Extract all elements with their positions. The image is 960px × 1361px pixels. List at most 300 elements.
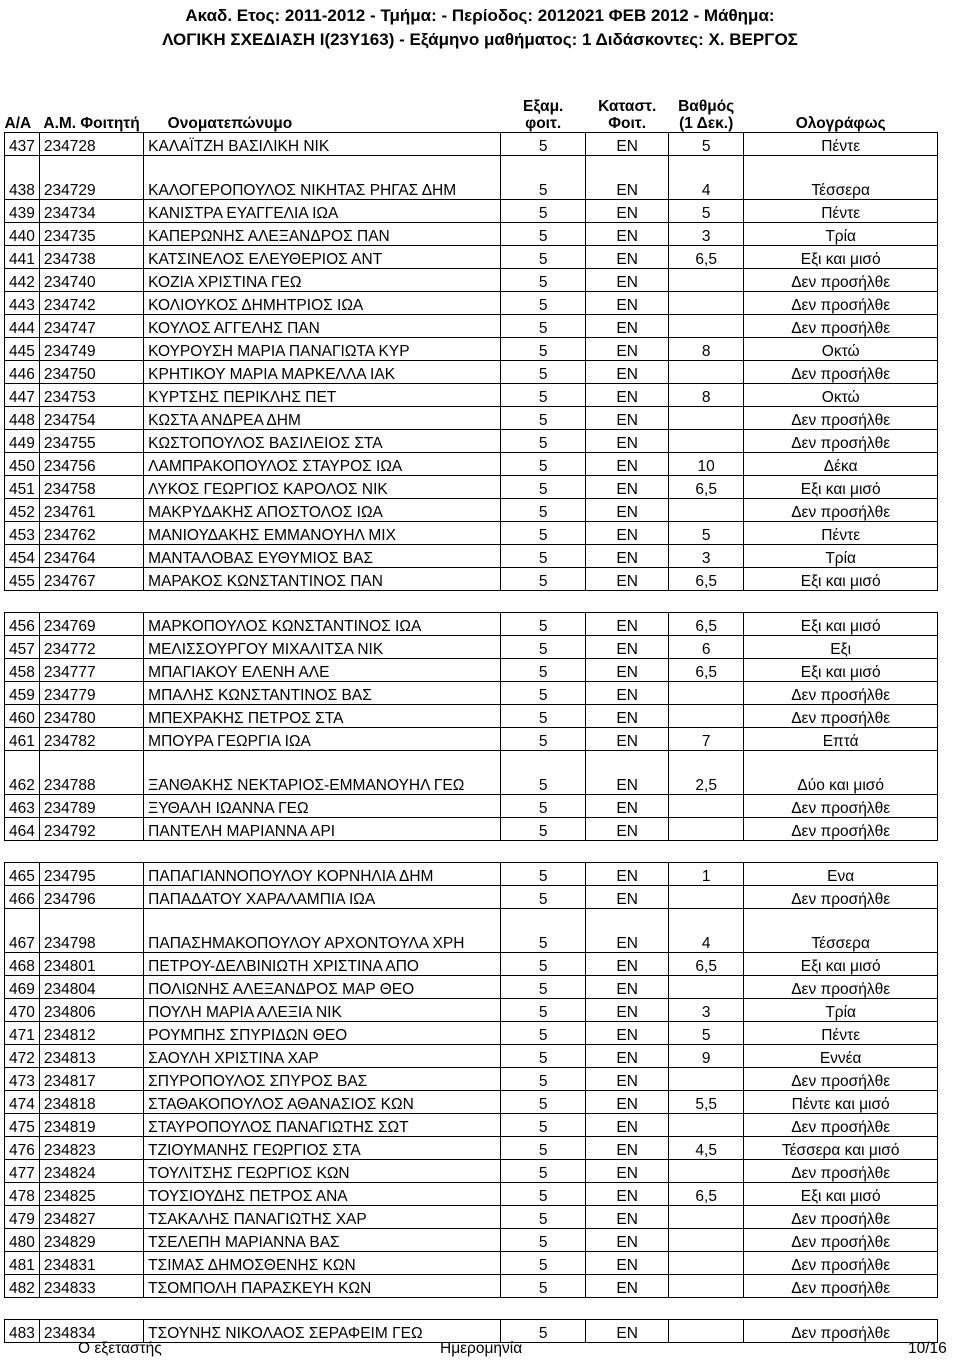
cell-grade: 6,5 [669,476,744,499]
cell-status: ΕΝ [586,499,669,522]
cell-aa: 447 [5,384,40,407]
cell-am: 234734 [39,200,143,223]
cell-grade [669,407,744,430]
cell-status: ΕΝ [586,1114,669,1137]
cell-name: ΜΠΟΥΡΑ ΓΕΩΡΓΙΑ ΙΩΑ [144,728,501,751]
cell-grade: 10 [669,453,744,476]
cell-name: ΞΥΘΑΛΗ ΙΩΑΝΝΑ ΓΕΩ [144,795,501,818]
cell-status: ΕΝ [586,728,669,751]
cell-name: ΣΑΟΥΛΗ ΧΡΙΣΤΙΝΑ ΧΑΡ [144,1045,501,1068]
cell-words: Δεν προσήλθε [744,499,938,522]
table-row [5,1275,938,1298]
cell-words: Δεν προσήλθε [744,682,938,705]
cell-grade [669,818,744,841]
cell-semester: 5 [501,200,586,223]
col-header-grade-line-1: Βαθμός [678,98,735,115]
cell-semester: 5 [501,133,586,156]
row-spacer [5,841,938,863]
cell-name: ΤΟΥΣΙΟΥΔΗΣ ΠΕΤΡΟΣ ΑΝΑ [144,1183,501,1206]
cell-words: Εξι και μισό [744,953,938,976]
cell-am: 234795 [39,863,143,886]
cell-grade: 6,5 [669,659,744,682]
cell-grade: 5 [669,1022,744,1045]
cell-semester: 5 [501,430,586,453]
table-row [5,795,938,818]
col-header-words: Ολογράφως [795,115,886,132]
table-row [5,361,938,384]
col-header-am: Α.Μ. Φοιτητή [43,115,140,132]
cell-am: 234819 [39,1114,143,1137]
cell-name: ΚΑΤΣΙΝΕΛΟΣ ΕΛΕΥΘΕΡΙΟΣ ΑΝΤ [144,246,501,269]
cell-name: ΜΑΚΡΥΔΑΚΗΣ ΑΠΟΣΤΟΛΟΣ ΙΩΑ [144,499,501,522]
table-row [5,1160,938,1183]
col-header-status [586,92,669,133]
cell-grade [669,682,744,705]
cell-name: ΠΟΛΙΩΝΗΣ ΑΛΕΞΑΝΔΡΟΣ ΜΑΡ ΘΕΟ [144,976,501,999]
cell-semester: 5 [501,223,586,246]
cell-semester: 5 [501,863,586,886]
cell-words: Οκτώ [744,384,938,407]
cell-aa: 478 [5,1183,40,1206]
cell-semester: 5 [501,453,586,476]
cell-am: 234750 [39,361,143,384]
table-row [5,156,938,200]
row-spacer-cell [5,1298,938,1320]
cell-name: ΚΡΗΤΙΚΟΥ ΜΑΡΙΑ ΜΑΡΚΕΛΛΑ ΙΑΚ [144,361,501,384]
table-row [5,499,938,522]
cell-aa: 442 [5,269,40,292]
table-row [5,613,938,636]
cell-semester: 5 [501,613,586,636]
cell-am: 234812 [39,1022,143,1045]
cell-name: ΛΑΜΠΡΑΚΟΠΟΥΛΟΣ ΣΤΑΥΡΟΣ ΙΩΑ [144,453,501,476]
cell-semester: 5 [501,315,586,338]
cell-status: ΕΝ [586,909,669,953]
cell-grade: 3 [669,545,744,568]
cell-words: Τρία [744,545,938,568]
col-header-semester-line-2: φοιτ. [525,115,562,132]
cell-am: 234772 [39,636,143,659]
document-title [8,4,952,52]
cell-status: ΕΝ [586,1183,669,1206]
cell-words: Επτά [744,728,938,751]
cell-words: Δέκα [744,453,938,476]
table-row [5,1229,938,1252]
cell-words: Δεν προσήλθε [744,818,938,841]
cell-am: 234764 [39,545,143,568]
cell-semester: 5 [501,1206,586,1229]
cell-words: Εξι και μισό [744,1183,938,1206]
table-row [5,292,938,315]
cell-grade: 5 [669,133,744,156]
table-row [5,818,938,841]
cell-aa: 448 [5,407,40,430]
cell-aa: 439 [5,200,40,223]
cell-aa: 453 [5,522,40,545]
cell-grade: 3 [669,999,744,1022]
table-row [5,953,938,976]
cell-aa: 458 [5,659,40,682]
cell-aa: 466 [5,886,40,909]
cell-grade: 6,5 [669,246,744,269]
cell-status: ΕΝ [586,156,669,200]
cell-grade: 7 [669,728,744,751]
table-row [5,200,938,223]
cell-words: Δεν προσήλθε [744,976,938,999]
cell-semester: 5 [501,1320,586,1343]
cell-words: Εννέα [744,1045,938,1068]
cell-grade: 5 [669,200,744,223]
cell-semester: 5 [501,636,586,659]
row-spacer-cell [5,841,938,863]
cell-words: Δύο και μισό [744,751,938,795]
cell-semester: 5 [501,1045,586,1068]
cell-semester: 5 [501,568,586,591]
col-header-grade [669,92,744,133]
cell-semester: 5 [501,728,586,751]
cell-name: ΤΖΙΟΥΜΑΝΗΣ ΓΕΩΡΓΙΟΣ ΣΤΑ [144,1137,501,1160]
cell-semester: 5 [501,705,586,728]
cell-status: ΕΝ [586,1206,669,1229]
cell-status: ΕΝ [586,315,669,338]
cell-aa: 479 [5,1206,40,1229]
page-footer [0,1338,960,1360]
cell-status: ΕΝ [586,705,669,728]
cell-words: Δεν προσήλθε [744,795,938,818]
cell-semester: 5 [501,682,586,705]
cell-semester: 5 [501,1137,586,1160]
cell-name: ΚΟΥΡΟΥΣΗ ΜΑΡΙΑ ΠΑΝΑΓΙΩΤΑ ΚΥΡ [144,338,501,361]
cell-status: ΕΝ [586,751,669,795]
cell-am: 234749 [39,338,143,361]
cell-semester: 5 [501,522,586,545]
cell-am: 234824 [39,1160,143,1183]
cell-name: ΚΩΣΤΑ ΑΝΔΡΕΑ ΔΗΜ [144,407,501,430]
cell-aa: 473 [5,1068,40,1091]
cell-status: ΕΝ [586,999,669,1022]
cell-words: Εξι και μισό [744,246,938,269]
cell-status: ΕΝ [586,269,669,292]
table-row [5,1183,938,1206]
cell-status: ΕΝ [586,1045,669,1068]
cell-grade: 4 [669,909,744,953]
table-row [5,1068,938,1091]
cell-am: 234833 [39,1275,143,1298]
cell-semester: 5 [501,384,586,407]
cell-status: ΕΝ [586,1068,669,1091]
cell-am: 234780 [39,705,143,728]
cell-status: ΕΝ [586,338,669,361]
cell-status: ΕΝ [586,659,669,682]
cell-status: ΕΝ [586,568,669,591]
cell-am: 234729 [39,156,143,200]
cell-semester: 5 [501,976,586,999]
cell-am: 234829 [39,1229,143,1252]
cell-am: 234758 [39,476,143,499]
table-row [5,545,938,568]
cell-am: 234825 [39,1183,143,1206]
cell-am: 234806 [39,999,143,1022]
cell-name: ΠΑΠΑΣΗΜΑΚΟΠΟΥΛΟΥ ΑΡΧΟΝΤΟΥΛΑ ΧΡΗ [144,909,501,953]
cell-name: ΚΩΣΤΟΠΟΥΛΟΣ ΒΑΣΙΛΕΙΟΣ ΣΤΑ [144,430,501,453]
cell-grade: 4,5 [669,1137,744,1160]
cell-aa: 481 [5,1252,40,1275]
cell-semester: 5 [501,1160,586,1183]
table-row [5,522,938,545]
cell-am: 234792 [39,818,143,841]
table-row [5,338,938,361]
cell-words: Δεν προσήλθε [744,886,938,909]
cell-aa: 476 [5,1137,40,1160]
cell-words: Δεν προσήλθε [744,269,938,292]
cell-status: ΕΝ [586,953,669,976]
cell-semester: 5 [501,246,586,269]
cell-name: ΜΠΑΓΙΑΚΟΥ ΕΛΕΝΗ ΑΛΕ [144,659,501,682]
cell-name: ΜΑΝΙΟΥΔΑΚΗΣ ΕΜΜΑΝΟΥΗΛ ΜΙΧ [144,522,501,545]
table-row [5,476,938,499]
cell-grade: 9 [669,1045,744,1068]
table-row [5,1114,938,1137]
cell-aa: 451 [5,476,40,499]
table-row [5,223,938,246]
cell-aa: 477 [5,1160,40,1183]
cell-grade: 6,5 [669,613,744,636]
date-label: Ημερομηνία [440,1340,523,1357]
cell-grade [669,430,744,453]
col-header-status-line-1: Καταστ. [598,98,657,115]
cell-status: ΕΝ [586,384,669,407]
cell-aa: 465 [5,863,40,886]
table-row [5,407,938,430]
cell-am: 234777 [39,659,143,682]
cell-name: ΜΠΑΛΗΣ ΚΩΝΣΤΑΝΤΙΝΟΣ ΒΑΣ [144,682,501,705]
cell-name: ΡΟΥΜΠΗΣ ΣΠΥΡΙΔΩΝ ΘΕΟ [144,1022,501,1045]
cell-status: ΕΝ [586,133,669,156]
cell-semester: 5 [501,818,586,841]
table-row [5,1206,938,1229]
cell-name: ΚΑΠΕΡΩΝΗΣ ΑΛΕΞΑΝΔΡΟΣ ΠΑΝ [144,223,501,246]
cell-grade [669,1229,744,1252]
cell-grade: 3 [669,223,744,246]
cell-grade: 8 [669,384,744,407]
cell-aa: 459 [5,682,40,705]
table-header-row [5,92,938,133]
cell-am: 234788 [39,751,143,795]
cell-semester: 5 [501,156,586,200]
cell-words: Εξι [744,636,938,659]
cell-words: Οκτώ [744,338,938,361]
cell-aa: 467 [5,909,40,953]
cell-words: Ενα [744,863,938,886]
row-spacer [5,1298,938,1320]
cell-status: ΕΝ [586,613,669,636]
cell-name: ΜΑΝΤΑΛΟΒΑΣ ΕΥΘΥΜΙΟΣ ΒΑΣ [144,545,501,568]
cell-words: Εξι και μισό [744,476,938,499]
cell-aa: 483 [5,1320,40,1343]
cell-aa: 469 [5,976,40,999]
cell-name: ΠΑΠΑΓΙΑΝΝΟΠΟΥΛΟΥ ΚΟΡΝΗΛΙΑ ΔΗΜ [144,863,501,886]
cell-grade: 6,5 [669,568,744,591]
cell-am: 234754 [39,407,143,430]
cell-status: ΕΝ [586,818,669,841]
table-row [5,1022,938,1045]
cell-semester: 5 [501,999,586,1022]
cell-words: Δεν προσήλθε [744,1275,938,1298]
cell-aa: 444 [5,315,40,338]
cell-aa: 445 [5,338,40,361]
cell-aa: 462 [5,751,40,795]
cell-semester: 5 [501,1183,586,1206]
cell-am: 234801 [39,953,143,976]
cell-grade: 1 [669,863,744,886]
cell-status: ΕΝ [586,430,669,453]
table-row [5,999,938,1022]
cell-words: Δεν προσήλθε [744,315,938,338]
grades-table [4,92,938,1343]
col-header-semester [501,92,586,133]
cell-name: ΤΣΟΜΠΟΛΗ ΠΑΡΑΣΚΕΥΗ ΚΩΝ [144,1275,501,1298]
cell-grade [669,1206,744,1229]
cell-grade [669,292,744,315]
cell-semester: 5 [501,1252,586,1275]
cell-aa: 450 [5,453,40,476]
table-row [5,1137,938,1160]
cell-aa: 460 [5,705,40,728]
col-header-semester-line-1: Εξαμ. [522,98,564,115]
cell-name: ΜΑΡΑΚΟΣ ΚΩΝΣΤΑΝΤΙΝΟΣ ΠΑΝ [144,568,501,591]
cell-name: ΚΑΛΟΓΕΡΟΠΟΥΛΟΣ ΝΙΚΗΤΑΣ ΡΗΓΑΣ ΔΗΜ [144,156,501,200]
cell-grade [669,499,744,522]
table-row [5,453,938,476]
cell-name: ΚΟΛΙΟΥΚΟΣ ΔΗΜΗΤΡΙΟΣ ΙΩΑ [144,292,501,315]
cell-am: 234738 [39,246,143,269]
examiner-label: Ο εξεταστής [78,1340,162,1357]
cell-grade [669,315,744,338]
cell-aa: 456 [5,613,40,636]
cell-am: 234804 [39,976,143,999]
cell-am: 234755 [39,430,143,453]
cell-am: 234761 [39,499,143,522]
cell-name: ΚΟΖΙΑ ΧΡΙΣΤΙΝΑ ΓΕΩ [144,269,501,292]
cell-status: ΕΝ [586,1160,669,1183]
cell-name: ΛΥΚΟΣ ΓΕΩΡΓΙΟΣ ΚΑΡΟΛΟΣ ΝΙΚ [144,476,501,499]
cell-name: ΠΑΠΑΔΑΤΟΥ ΧΑΡΑΛΑΜΠΙΑ ΙΩΑ [144,886,501,909]
table-row [5,246,938,269]
cell-semester: 5 [501,1275,586,1298]
cell-grade [669,361,744,384]
cell-name: ΞΑΝΘΑΚΗΣ ΝΕΚΤΑΡΙΟΣ-ΕΜΜΑΝΟΥΗΛ ΓΕΩ [144,751,501,795]
cell-aa: 441 [5,246,40,269]
col-header-name: Ονοματεπώνυμο [167,115,293,132]
cell-words: Δεν προσήλθε [744,1114,938,1137]
cell-name: ΚΑΛΑΪΤΖΗ ΒΑΣΙΛΙΚΗ ΝΙΚ [144,133,501,156]
cell-words: Δεν προσήλθε [744,1252,938,1275]
cell-words: Τρία [744,999,938,1022]
row-spacer [5,591,938,613]
cell-name: ΜΠΕΧΡΑΚΗΣ ΠΕΤΡΟΣ ΣΤΑ [144,705,501,728]
cell-am: 234831 [39,1252,143,1275]
cell-am: 234834 [39,1320,143,1343]
cell-status: ΕΝ [586,361,669,384]
cell-am: 234756 [39,453,143,476]
cell-aa: 474 [5,1091,40,1114]
cell-aa: 455 [5,568,40,591]
cell-semester: 5 [501,292,586,315]
cell-semester: 5 [501,545,586,568]
table-row [5,269,938,292]
cell-status: ΕΝ [586,476,669,499]
table-row [5,1252,938,1275]
cell-semester: 5 [501,269,586,292]
cell-words: Δεν προσήλθε [744,292,938,315]
cell-status: ΕΝ [586,1022,669,1045]
cell-am: 234827 [39,1206,143,1229]
cell-grade [669,1160,744,1183]
cell-am: 234798 [39,909,143,953]
cell-semester: 5 [501,407,586,430]
cell-words: Εξι και μισό [744,659,938,682]
table-row [5,682,938,705]
cell-grade: 6,5 [669,1183,744,1206]
cell-grade [669,795,744,818]
cell-words: Τέσσερα [744,156,938,200]
table-row [5,909,938,953]
cell-status: ΕΝ [586,1252,669,1275]
cell-aa: 471 [5,1022,40,1045]
cell-aa: 440 [5,223,40,246]
cell-words: Πέντε [744,1022,938,1045]
col-header-status-line-2: Φοιτ. [608,115,647,132]
cell-am: 234735 [39,223,143,246]
table-row [5,568,938,591]
cell-name: ΚΥΡΤΣΗΣ ΠΕΡΙΚΛΗΣ ΠΕΤ [144,384,501,407]
cell-status: ΕΝ [586,886,669,909]
cell-aa: 446 [5,361,40,384]
table-row [5,636,938,659]
cell-aa: 475 [5,1114,40,1137]
cell-semester: 5 [501,1022,586,1045]
cell-aa: 457 [5,636,40,659]
row-spacer-cell [5,591,938,613]
cell-aa: 454 [5,545,40,568]
table-row [5,659,938,682]
cell-words: Εξι και μισό [744,613,938,636]
cell-semester: 5 [501,1068,586,1091]
cell-am: 234818 [39,1091,143,1114]
cell-name: ΤΣΙΜΑΣ ΔΗΜΟΣΘΕΝΗΣ ΚΩΝ [144,1252,501,1275]
cell-words: Τρία [744,223,938,246]
title-line-2: ΛΟΓΙΚΗ ΣΧΕΔΙΑΣΗ Ι(23Υ163) - Εξάμηνο μαθήματος: 1 Διδάσκοντες: Χ. ΒΕΡΓΟΣ [162,30,798,49]
cell-status: ΕΝ [586,1229,669,1252]
cell-semester: 5 [501,659,586,682]
cell-grade: 5,5 [669,1091,744,1114]
cell-words: Εξι και μισό [744,568,938,591]
table-row [5,384,938,407]
cell-status: ΕΝ [586,1275,669,1298]
table-row [5,728,938,751]
col-header-grade-line-2: (1 Δεκ.) [679,115,734,132]
cell-grade [669,886,744,909]
cell-name: ΚΑΝΙΣΤΡΑ ΕΥΑΓΓΕΛΙΑ ΙΩΑ [144,200,501,223]
cell-semester: 5 [501,361,586,384]
cell-semester: 5 [501,1229,586,1252]
cell-grade [669,1275,744,1298]
cell-semester: 5 [501,1114,586,1137]
cell-words: Πέντε [744,522,938,545]
cell-status: ΕΝ [586,246,669,269]
table-row [5,430,938,453]
cell-status: ΕΝ [586,1137,669,1160]
